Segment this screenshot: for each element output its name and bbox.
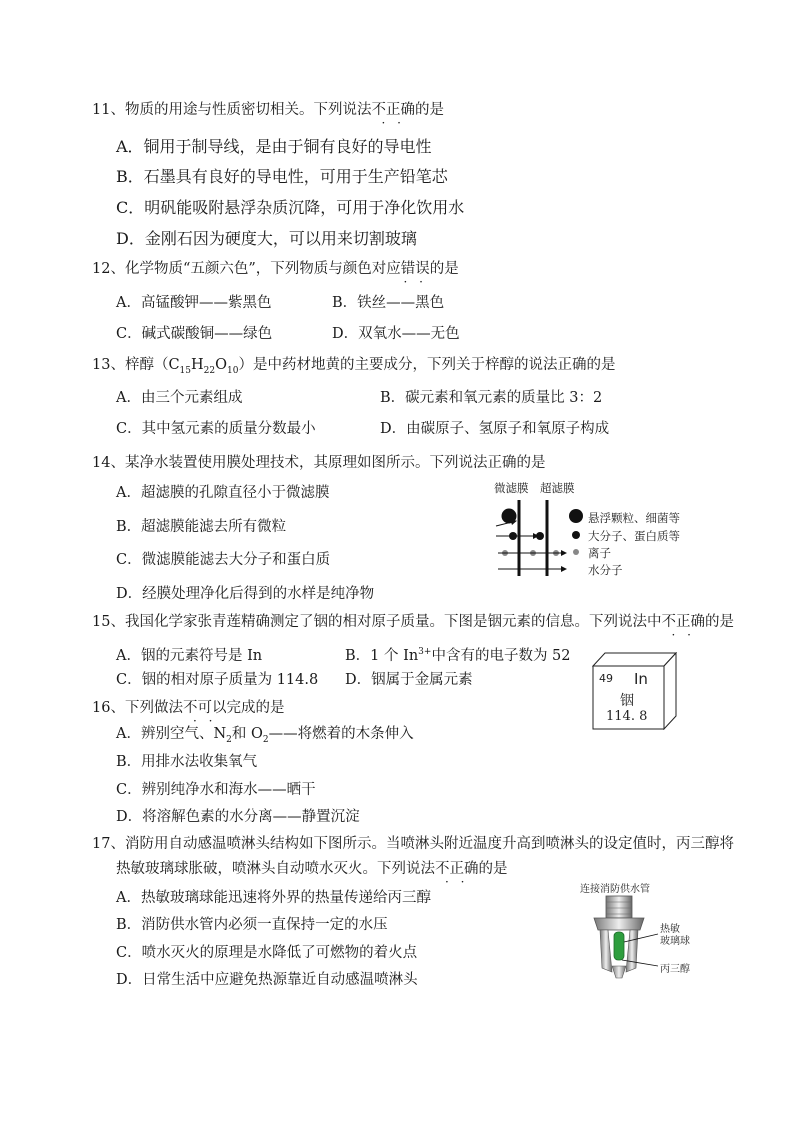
sprinkler-body bbox=[594, 918, 644, 930]
legend-particles: 悬浮颗粒、细菌等 bbox=[588, 511, 680, 525]
q13-option-c: C．其中氢元素的质量分数最小 bbox=[116, 421, 316, 437]
legend-ions: 离子 bbox=[588, 546, 611, 560]
q12-option-b: B．铁丝——黑色 bbox=[332, 295, 445, 311]
glass-bulb-icon bbox=[614, 932, 624, 960]
legend-macromolecules: 大分子、蛋白质等 bbox=[588, 529, 680, 543]
q16-stem: 16、下列做法不可以 · ·完成的是 bbox=[92, 696, 284, 717]
q12-option-a: A．高锰酸钾——紫黑色 bbox=[116, 295, 272, 311]
q15-stem: 15、我国化学家张青莲精确测定了铟的相对原子质量。下图是铟元素的信息。下列说法中不正确 · ·的是 bbox=[92, 610, 734, 631]
ultra-filter-label: 超滤膜 bbox=[540, 481, 575, 495]
q15-option-c: C．铟的相对原子质量为 114.8 bbox=[116, 672, 319, 688]
q14-option-b: B．超滤膜能滤去所有微粒 bbox=[116, 519, 287, 535]
q15-option-b: B．1 个 $In^{3+}$中含有的电子数为 52 bbox=[345, 647, 571, 664]
element-number: 49 bbox=[599, 672, 613, 685]
element-name: 铟 bbox=[620, 693, 634, 709]
micro-filter-label: 微滤膜 bbox=[494, 481, 529, 495]
q17-option-d: D．日常生活中应避免热源靠近自动感温喷淋头 bbox=[116, 972, 418, 988]
deflector bbox=[612, 966, 626, 978]
q17-stem-line1: 17、消防用自动感温喷淋头结构如下图所示。当喷淋头附近温度升高到喷淋头的设定值时，丙三醇将 bbox=[92, 836, 734, 852]
thread-connector bbox=[606, 896, 632, 918]
frame-left bbox=[600, 930, 612, 972]
sprinkler-figure bbox=[576, 880, 706, 985]
q15-option-a: A．铟的元素符号是 In bbox=[116, 648, 263, 664]
frame-right bbox=[626, 930, 638, 972]
q11-option-b: B．石墨具有良好的导电性，可用于生产铅笔芯 bbox=[116, 167, 448, 186]
q13-option-d: D．由碳原子、氢原子和氧原子构成 bbox=[380, 421, 610, 437]
q11-stem: 11、物质的用途与性质密切相关。下列说法不正确 · ·的是 bbox=[92, 98, 444, 119]
q15-option-d: D．铟属于金属元素 bbox=[345, 672, 473, 688]
legend-particle-icon bbox=[569, 509, 583, 523]
q14-option-d: D．经膜处理净化后得到的水样是纯净物 bbox=[116, 586, 375, 602]
glass-bulb-label-2: 玻璃球 bbox=[660, 936, 690, 947]
element-mass: 114. 8 bbox=[606, 709, 648, 724]
q11-option-d: D．金刚石因为硬度大，可以用来切割玻璃 bbox=[116, 229, 417, 248]
q16-option-b: B．用排水法收集氧气 bbox=[116, 754, 258, 770]
indium-element-card bbox=[592, 652, 677, 730]
q13-option-a: A．由三个元素组成 bbox=[116, 390, 243, 406]
legend-water: 水分子 bbox=[588, 563, 623, 577]
q16-option-a: A．辨别空气、$N_2$和 $O_2——$将燃着的木条伸入 bbox=[116, 726, 414, 745]
q17-option-a: A．热敏玻璃球能迅速将外界的热量传递给丙三醇 bbox=[116, 890, 431, 906]
q14-option-c: C．微滤膜能滤去大分子和蛋白质 bbox=[116, 552, 331, 568]
q17-option-b: B．消防供水管内必须一直保持一定的水压 bbox=[116, 917, 388, 933]
q14-stem: 14、某净水装置使用膜处理技术，其原理如图所示。下列说法正确的是 bbox=[92, 455, 546, 471]
q16-option-c: C．辨别纯净水和海水——晒干 bbox=[116, 782, 316, 798]
q14-option-a: A．超滤膜的孔隙直径小于微滤膜 bbox=[116, 485, 330, 501]
q13-option-b: B．碳元素和氧元素的质量比 3：2 bbox=[380, 390, 603, 406]
glycerol-label: 丙三醇 bbox=[660, 964, 690, 975]
membrane-filter-figure bbox=[488, 476, 718, 584]
q16-option-d: D．将溶解色素的水分离——静置沉淀 bbox=[116, 809, 360, 825]
q11-option-a: A．铜用于制导线，是由于铜有良好的导电性 bbox=[116, 137, 432, 156]
q12-option-d: D．双氧水——无色 bbox=[332, 326, 460, 342]
element-symbol: In bbox=[634, 670, 648, 688]
q12-stem: 12、化学物质“五颜六色”，下列物质与颜色对应错误 · ·的是 bbox=[92, 257, 459, 278]
legend-ion-icon bbox=[573, 549, 579, 555]
q11-option-c: C．明矾能吸附悬浮杂质沉降，可用于净化饮用水 bbox=[116, 198, 465, 217]
water-pipe-label: 连接消防供水管 bbox=[580, 884, 650, 895]
q13-stem: 13、梓醇$(C_{15}H_{22}O_{10})$是中药材地黄的主要成分，下列关于梓醇的说法正确的是 bbox=[92, 357, 616, 376]
q12-option-c: C．碱式碳酸铜——绿色 bbox=[116, 326, 273, 342]
glass-bulb-label-1: 热敏 bbox=[660, 924, 680, 935]
legend-macromolecule-icon bbox=[572, 531, 580, 539]
q17-option-c: C．喷水灭火的原理是水降低了可燃物的着火点 bbox=[116, 945, 418, 961]
q17-stem-line2: 热敏玻璃球胀破，喷淋头自动喷水灭火。下列说法不正确 · ·的是 bbox=[116, 857, 508, 878]
